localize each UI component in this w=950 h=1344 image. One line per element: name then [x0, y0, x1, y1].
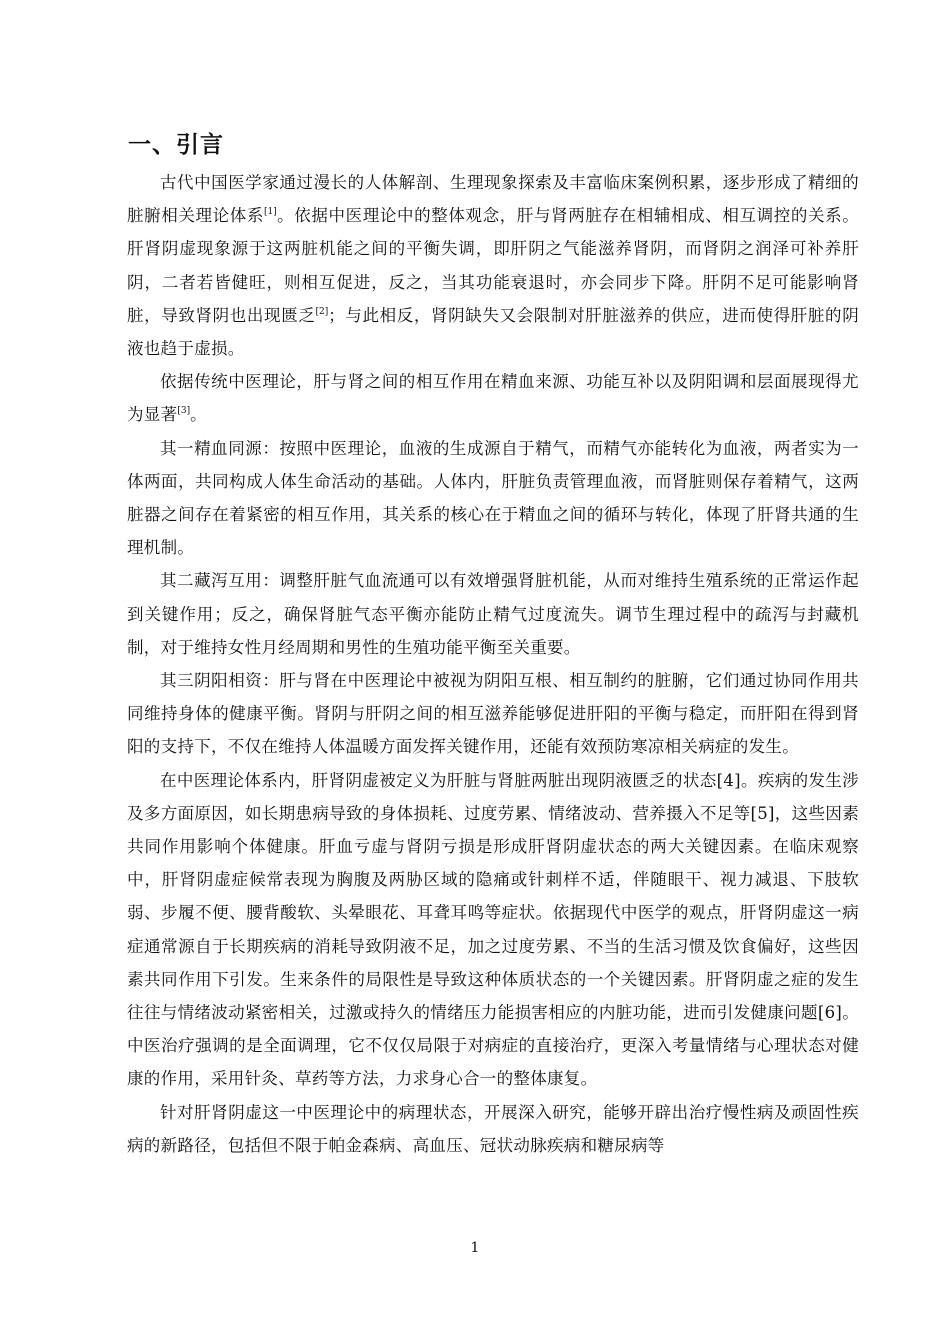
paragraph-yin-yang: 其三阴阳相资：肝与肾在中医理论中被视为阴阳互根、相互制约的脏腑，它们通过协同作用共同维持身体的健康平衡。肾阴与肝阴之间的相互滋养能够促进肝阳的平衡与稳定，而肝阳在得到肾阳的支持下，不仅在维持人体温暖方面发挥关键作用，还能有效预防寒凉相关病症的发生。 [127, 671, 859, 757]
paragraph-essence-blood: 其一精血同源：按照中医理论，血液的生成源自于精气，而精气亦能转化为血液，两者实为一体两面，共同构成人体生命活动的基础。人体内，肝脏负责管理血液，而肾脏则保存着精气，这两脏器之间存在着紧密的相互作用，其关系的核心在于精血之间的循环与转化，体现了肝肾共通的生理机制。 [127, 438, 859, 558]
body-text [127, 166, 859, 1162]
citation-ref: [2] [315, 306, 329, 317]
citation-ref: [1] [264, 207, 277, 218]
paragraph-storage-drainage: 其二藏泻互用：调整肝脏气血流通可以有效增强肾脏机能，从而对维持生殖系统的正常运作起到关键作用；反之，确保肾脏气态平衡亦能防止精气过度流失。调节生理过程中的疏泻与封藏机制，对于维持女性月经周期和男性的生殖功能平衡至关重要。 [127, 571, 859, 657]
paragraph-intro [127, 166, 859, 365]
page-number: 1 [470, 1240, 480, 1256]
paragraph-text: 。 [190, 405, 207, 425]
paragraph-text: 依据传统中医理论，肝与肾之间的相互作用在精血来源、功能互补以及阴阳调和层面展现得尤为显著 [127, 372, 859, 425]
citation-ref: [3] [177, 406, 191, 417]
paragraph-text: 古代中国医学家通过漫长的人体解剖、生理现象探索及丰富临床案例积累，逐步形成了精细的脏腑相关理论体系 [127, 173, 859, 226]
paragraph-research: 针对肝肾阴虚这一中医理论中的病理状态，开展深入研究，能够开辟出治疗慢性病及顽固性疾病的新路径，包括但不限于帕金森病、高血压、冠状动脉疾病和糖尿病等 [127, 1102, 859, 1155]
section-heading: 一、引言 [128, 132, 224, 158]
paragraph-liver-kidney [127, 365, 859, 431]
paragraph-yin-deficiency: 在中医理论体系内，肝肾阴虚被定义为肝脏与肾脏两脏出现阴液匮乏的状态[4]。疾病的发生涉及多方面原因，如长期患病导致的身体损耗、过度劳累、情绪波动、营养摄入不足等[5]，这些因素共同作用影响个体健康。肝血亏虚与肾阴亏损是形成肝肾阴虚状态的两大关键因素。在临床观察中，肝肾阴虚症候常表现为胸腹及两胁区域的隐痛或针刺样不适，伴随眼干、视力减退、下肢软弱、步履不便、腰背酸软、头晕眼花、耳聋耳鸣等症状。依据现代中医学的观点，肝肾阴虚这一病症通常源自于长期疾病的消耗导致阴液不足，加之过度劳累、不当的生活习惯及饮食偏好，这些因素共同作用下引发。生来条件的局限性是导致这种体质状态的一个关键因素。肝肾阴虚之症的发生往往与情绪波动紧密相关，过激或持久的情绪压力能损害相应的内脏功能，进而引发健康问题[6]。中医治疗强调的是全面调理，它不仅仅局限于对病症的直接治疗，更深入考量情绪与心理状态对健康的作用，采用针灸、草药等方法，力求身心合一的整体康复。 [127, 770, 859, 1089]
paragraph-text: 。依据中医理论中的整体观念，肝与肾两脏存在相辅相成、相互调控的关系。肝肾阴虚现象源于这两脏机能之间的平衡失调，即肝阴之气能滋养肾阴，而肾阴之润泽可补养肝阴，二者若皆健旺，则相互促进，反之，当其功能衰退时，亦会同步下降。肝阴不足可能影响肾脏，导致肾阴也出现匮乏 [127, 206, 859, 325]
paragraph-text: ；与此相反，肾阴缺失又会限制对肝脏滋养的供应，进而使得肝脏的阴液也趋于虚损。 [127, 305, 859, 359]
